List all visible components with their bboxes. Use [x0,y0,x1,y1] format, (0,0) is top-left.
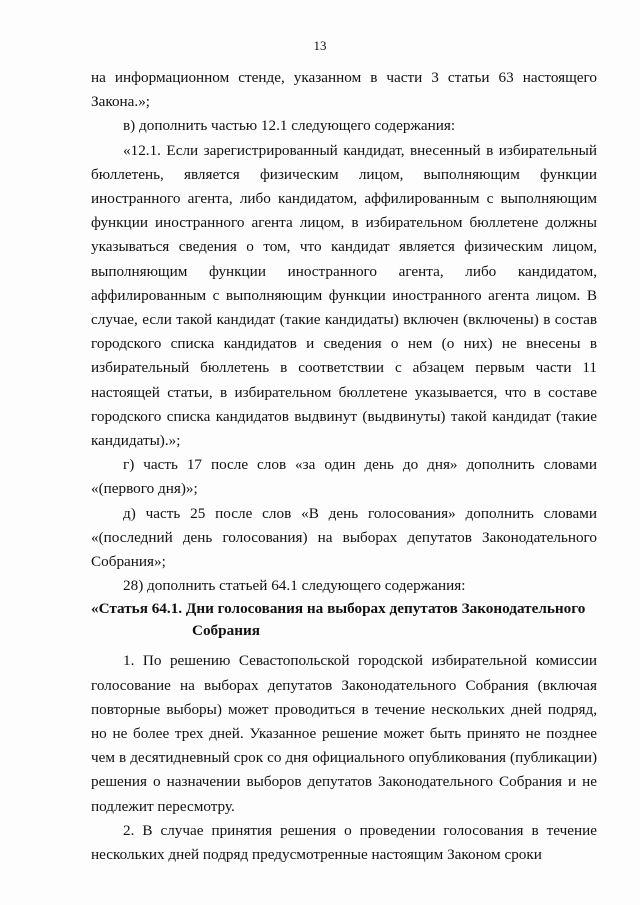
paragraph-amendment-d: д) часть 25 после слов «В день голосования» дополнить словами «(последний день голосования) на выборах депутатов Законодательного Собрания»; [91,504,597,571]
article-paragraph-2: 2. В случае принятия решения о проведении голосования в течение нескольких дней подряд предусмотренные настоящим Законом сроки [91,821,597,864]
article-heading [91,598,597,642]
paragraph-continuation: на информационном стенде, указанном в части 3 статьи 63 настоящего Закона.»; [91,69,597,111]
paragraph-amendment-v: в) дополнить частью 12.1 следующего содержания: [123,117,456,135]
article-paragraph-1: 1. По решению Севастопольской городской избирательной комиссии голосование на выборах депутатов Законодательного Собрания (включая повторные выборы) может проводиться в течение нескольких дней подряд, но не более трех дней. Указанное решение может быть принято не позднее чем в десятидневный срок со дня официального опубликования (публикации) решения о назначении выборов депутатов Законодательного Собрания и не подлежит пересмотру. [91,652,597,815]
page-number: 13 [313,38,327,53]
document-body [91,66,597,867]
paragraph-part-12-1: «12.1. Если зарегистрированный кандидат, внесенный в избирательный бюллетень, является физическим лицом, выполняющим функции иностранного агента, либо кандидатом, аффилированным с выполняющим функции иностранного агента лицом, в избирательном бюллетене должны указываться сведения о том, что кандидат является физическим лицом, выполняющим функции иностранного агента, либо кандидатом, аффилированным с выполняющим функции иностранного агента лицом. В случае, если такой кандидат (такие кандидаты) включен (включены) в состав городского списка кандидатов и сведения о нем (о них) не внесены в избирательный бюллетень в соответствии с абзацем первым части 11 настоящей статьи, в избирательном бюллетене указывается, что в составе городского списка кандидатов выдвинут (выдвинуты) такой кандидат (такие кандидаты).»; [91,141,597,450]
paragraph-amendment-g: г) часть 17 после слов «за один день до дня» дополнить словами «(первого дня)»; [91,456,597,498]
article-heading-line-2: Собрания [192,622,260,640]
paragraph-item-28: 28) дополнить статьей 64.1 следующего содержания: [123,577,466,595]
article-heading-line-1: «Статья 64.1. Дни голосования на выборах депутатов Законодательного [91,600,586,618]
